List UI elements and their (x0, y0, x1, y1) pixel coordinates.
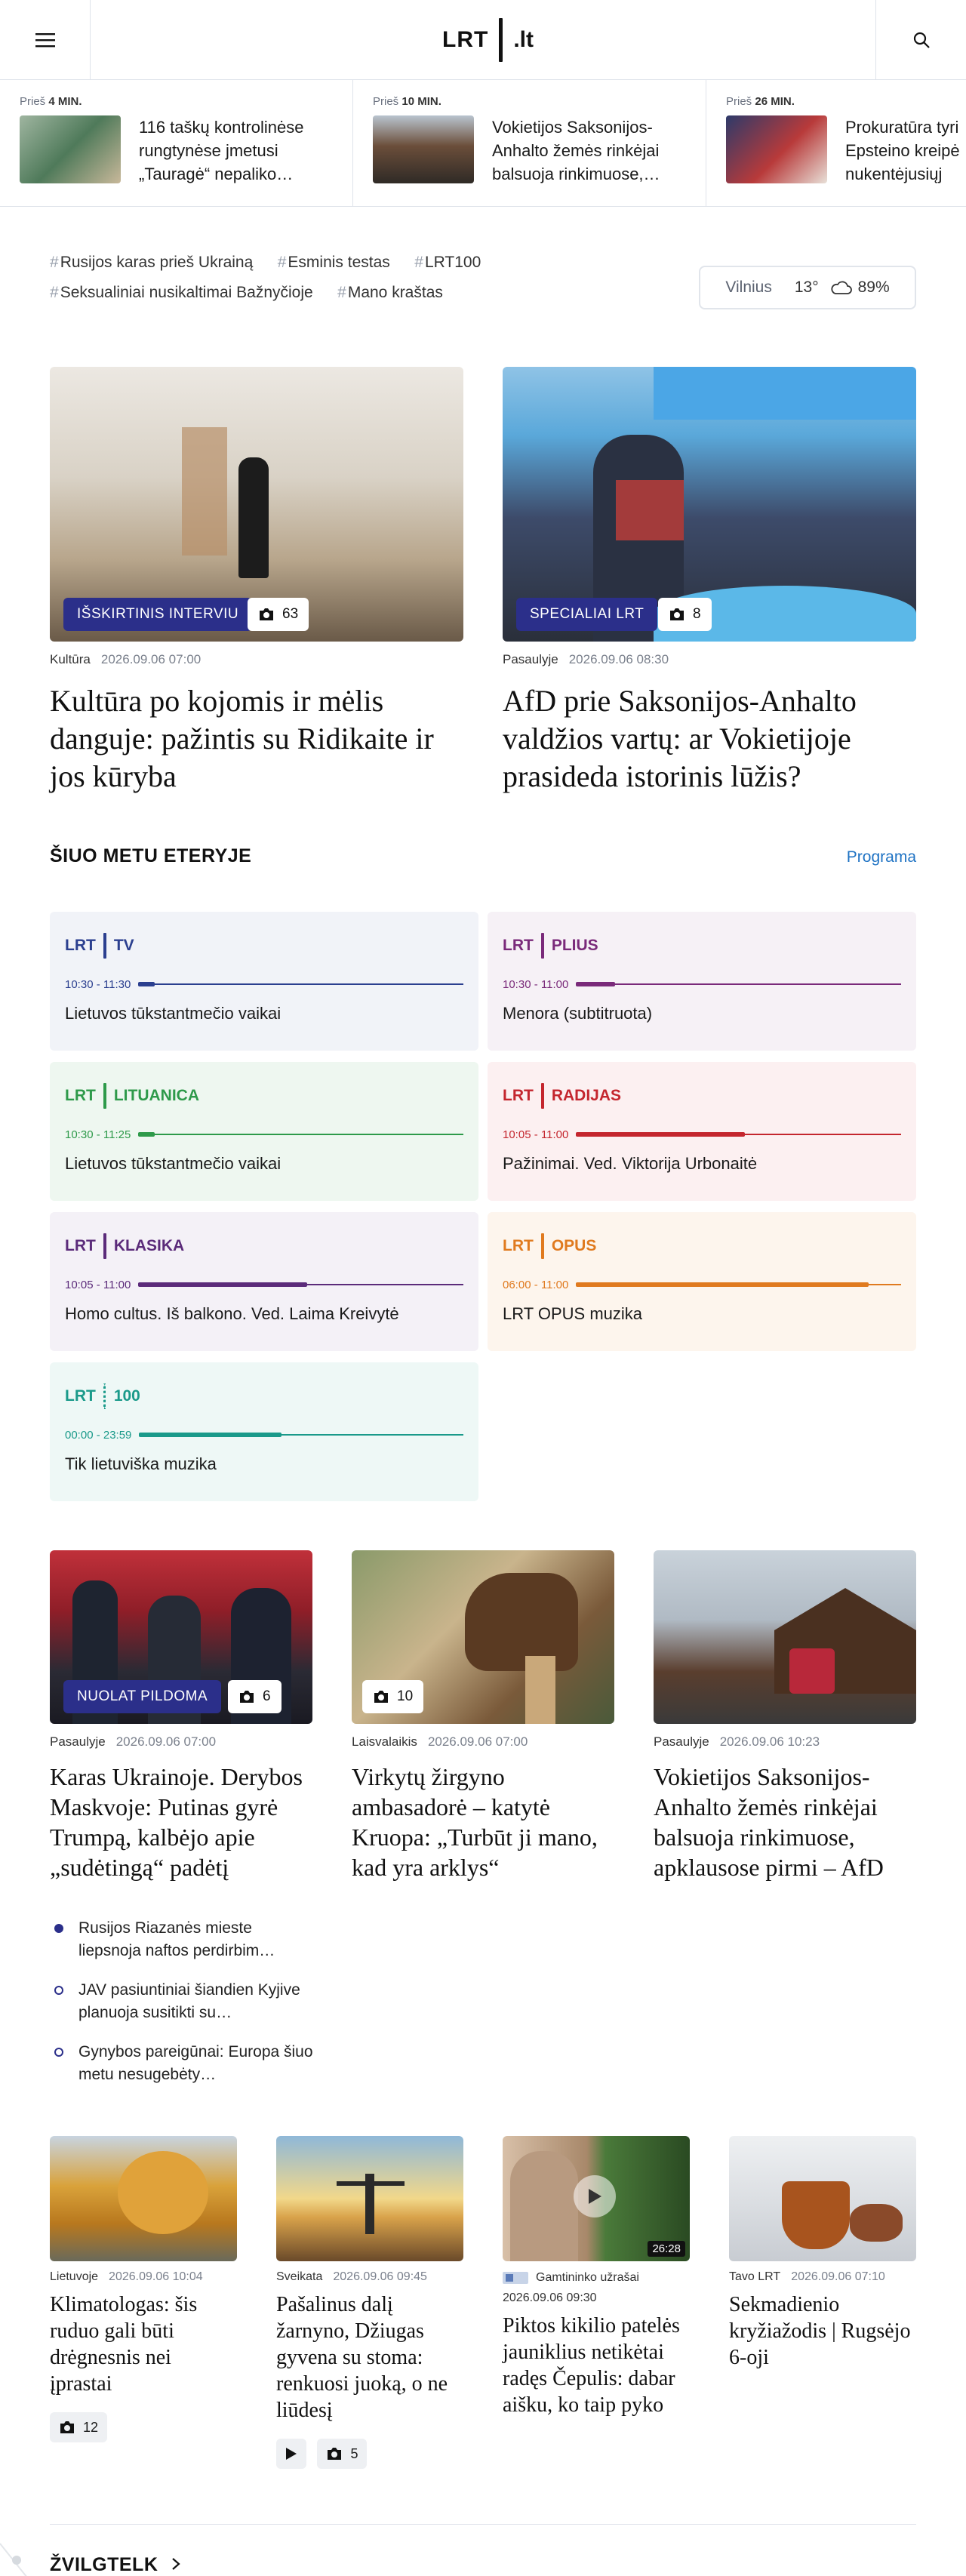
photo-count: 63 (248, 598, 309, 631)
logo-lrt: LRT (442, 27, 489, 52)
progress-timeline: 10:30 - 11:30 (65, 978, 463, 990)
photo-count: 6 (228, 1680, 281, 1713)
article-card[interactable] (503, 2136, 690, 2418)
site-logo[interactable] (442, 18, 534, 62)
article-image (654, 1550, 916, 1724)
article-title[interactable]: Pašalinus dalį žarnyno, Džiugas gyvena su stoma: renkuosi juoką, o ne liūdesį (276, 2293, 448, 2422)
weather-widget[interactable] (699, 266, 916, 309)
progress-timeline: 10:05 - 11:00 (503, 1128, 901, 1140)
photo-count: 5 (317, 2439, 367, 2469)
show-title: Homo cultus. Iš balkono. Ved. Laima Kreivytė (65, 1304, 399, 1323)
strip-time: Prieš 26 MIN. (726, 95, 795, 108)
channel-card-plius[interactable] (488, 912, 916, 1051)
article-image (276, 2136, 463, 2261)
article-image (729, 2136, 916, 2261)
article-card[interactable] (276, 2136, 463, 2469)
article-image (503, 2136, 690, 2261)
show-title: Menora (subtitruota) (503, 1004, 653, 1023)
channel-logo: LRT RADIJAS (503, 1083, 901, 1109)
article-title[interactable]: Virkytų žirgyno ambasadorė – katytė Kruopa: „Turbūt ji mano, kad yra arklys“ (352, 1763, 598, 1881)
show-title: LRT OPUS muzika (503, 1304, 643, 1323)
video-play-button[interactable] (574, 2175, 616, 2217)
tag-link[interactable]: #Mano kraštas (337, 284, 443, 301)
article-image (503, 367, 916, 642)
tag-link[interactable]: #Rusijos karas prieš Ukrainą (50, 254, 254, 271)
strip-title: Prokuratūra tyri Epsteino kreipė nukentėjusiųj (845, 118, 960, 183)
camera-icon (258, 608, 275, 621)
article-badge: NUOLAT PILDOMA (63, 1680, 221, 1713)
strip-item[interactable] (706, 80, 966, 207)
chevron-right-icon (171, 2557, 180, 2571)
article-meta: Pasaulyje 2026.09.06 07:00 (50, 1734, 217, 1749)
play-icon (587, 2188, 602, 2205)
channel-logo: LRT LITUANICA (65, 1083, 463, 1109)
camera-icon (669, 608, 685, 621)
article-title[interactable]: Sekmadienio kryžiažodis | Rugsėjo 6-oji (729, 2293, 911, 2369)
video-chip[interactable] (276, 2439, 306, 2469)
article-meta: Tavo LRT 2026.09.06 07:10 (729, 2270, 885, 2283)
show-title: Lietuvos tūkstantmečio vaikai (65, 1004, 281, 1023)
photo-count: 8 (658, 598, 712, 631)
channel-card-100[interactable] (50, 1362, 478, 1501)
article-title[interactable]: Kultūra po kojomis ir mėlis danguje: pažintis su Ridikaite ir jos kūryba (50, 684, 434, 793)
weather-city: Vilnius (725, 279, 772, 296)
strip-title: 116 taškų kontrolinėse rungtynėse jmetusi „Tauragė“ nepaliko… (139, 118, 304, 183)
article-meta: Lietuvoje 2026.09.06 10:04 (50, 2270, 203, 2283)
channel-card-tv[interactable] (50, 912, 478, 1051)
show-title: Pažinimai. Ved. Viktorija Urbonaitė (503, 1154, 758, 1173)
article-title[interactable]: AfD prie Saksonijos-Anhalto valdžios vartų: ar Vokietijoje prasideda istorinis lūžis? (503, 684, 857, 793)
article-badge: SPECIALIAI LRT (516, 598, 657, 631)
play-icon (285, 2447, 297, 2461)
photo-count: 10 (362, 1680, 423, 1713)
progress-timeline: 00:00 - 23:59 (65, 1429, 463, 1441)
strip-thumbnail (373, 115, 474, 183)
search-button[interactable] (875, 0, 966, 80)
article-image (50, 1550, 312, 1724)
strip-title: Vokietijos Saksonijos-Anhalto žemės rinkėjai balsuoja rinkimuose,… (492, 118, 660, 183)
strip-time: Prieš 10 MIN. (373, 95, 441, 108)
article-meta: Laisvalaikis 2026.09.06 07:00 (352, 1734, 528, 1749)
show-title: Lietuvos tūkstantmečio vaikai (65, 1154, 281, 1173)
section-divider (50, 2524, 916, 2525)
featured-article[interactable] (50, 367, 463, 796)
live-updates-list (50, 1917, 314, 2103)
strip-item[interactable] (0, 80, 353, 207)
channel-logo: LRT 100 (65, 1383, 463, 1409)
article-card[interactable] (654, 1550, 916, 1882)
article-meta: Sveikata 2026.09.06 09:45 (276, 2270, 427, 2283)
progress-timeline: 10:05 - 11:00 (65, 1279, 463, 1291)
logo-bar (499, 18, 503, 62)
article-meta: Pasaulyje 2026.09.06 08:30 (503, 652, 669, 666)
article-image (50, 367, 463, 642)
progress-timeline: 06:00 - 11:00 (503, 1279, 901, 1291)
menu-button[interactable] (0, 0, 91, 80)
article-meta: Pasaulyje 2026.09.06 10:23 (654, 1734, 820, 1749)
on-air-title: ŠIUO METU ETERYJE (50, 845, 252, 866)
camera-icon (326, 2447, 343, 2461)
channel-card-radijas[interactable] (488, 1062, 916, 1201)
channel-logo: LRT OPUS (503, 1233, 901, 1259)
featured-article[interactable] (503, 367, 916, 796)
tag-link[interactable]: #Seksualiniai nusikaltimai Bažnyčioje (50, 284, 313, 301)
camera-icon (238, 1690, 255, 1703)
section-title-zvilgtelk[interactable]: ŽVILGTELK (50, 2554, 180, 2576)
article-meta: Kultūra 2026.09.06 07:00 (50, 652, 202, 666)
article-image (352, 1550, 614, 1724)
channel-card-opus[interactable] (488, 1212, 916, 1351)
bullet-icon (54, 2048, 63, 2057)
camera-icon (373, 1690, 389, 1703)
progress-timeline: 10:30 - 11:00 (503, 978, 901, 990)
live-update-item[interactable]: Rusijos Riazanės mieste liepsnoja naftos perdirbim… (50, 1917, 314, 1962)
article-title[interactable]: Karas Ukrainoje. Derybos Maskvoje: Putinas gyrė Trumpą, kalbėjo apie „sudėtingą“ padėtį (50, 1763, 303, 1881)
search-icon (912, 31, 931, 49)
progress-timeline: 10:30 - 11:25 (65, 1128, 463, 1140)
site-header (0, 0, 966, 80)
camera-icon (59, 2421, 75, 2434)
channel-logo: LRT PLIUS (503, 933, 901, 959)
bullet-icon (54, 1986, 63, 1995)
show-title: Tik lietuviška muzika (65, 1454, 217, 1473)
strip-time: Prieš 4 MIN. (20, 95, 82, 108)
weather-temp: 13° (794, 279, 819, 296)
live-update-item[interactable]: Gynybos pareigūnai: Europa šiuo metu nesugebėty… (50, 2041, 314, 2086)
channel-card-lituanica[interactable] (50, 1062, 478, 1201)
article-card[interactable] (50, 2136, 237, 2442)
channel-logo: LRT KLASIKA (65, 1233, 463, 1259)
strip-thumbnail (20, 115, 121, 183)
article-title[interactable]: Piktos kikilio patelės jauniklius netikėtai radęs Čepulis: dabar aišku, ko taip pyko (503, 2314, 680, 2417)
latest-news-strip (0, 80, 966, 207)
article-card[interactable] (50, 1550, 312, 1882)
logo-lt: .lt (513, 27, 534, 52)
article-title[interactable]: Klimatologas: šis ruduo gali būti drėgnesnis nei įprastai (50, 2293, 198, 2396)
article-date: 2026.09.06 09:30 (503, 2291, 597, 2304)
menu-icon (35, 32, 55, 48)
channel-logo: LRT TV (65, 933, 463, 959)
tag-link[interactable]: #LRT100 (414, 254, 481, 271)
live-update-item[interactable]: JAV pasiuntiniai šiandien Kyjive planuoja susitikti su… (50, 1979, 314, 2024)
video-duration: 26:28 (648, 2241, 685, 2257)
tag-link[interactable]: #Esminis testas (277, 254, 390, 271)
strip-thumbnail (726, 115, 827, 183)
article-badge: IŠSKIRTINIS INTERVIU (63, 598, 252, 631)
article-image (50, 2136, 237, 2261)
channel-card-klasika[interactable] (50, 1212, 478, 1351)
article-title[interactable]: Vokietijos Saksonijos-Anhalto žemės rinkėjai balsuoja rinkimuose, apklausose pirmi – AfD (654, 1763, 884, 1881)
topic-tags (50, 254, 669, 314)
podcast-series-icon (503, 2270, 528, 2285)
weather-humidity: 89% (857, 279, 890, 296)
article-card[interactable] (352, 1550, 614, 1882)
article-card[interactable] (729, 2136, 916, 2371)
photo-count: 12 (50, 2412, 107, 2442)
article-meta: Gamtininko užrašai (503, 2270, 690, 2285)
program-link[interactable]: Programa (846, 848, 916, 866)
cloud-icon (829, 280, 852, 295)
strip-item[interactable] (353, 80, 706, 207)
bullet-icon (54, 1924, 63, 1933)
page-corner-decoration (0, 2513, 68, 2576)
